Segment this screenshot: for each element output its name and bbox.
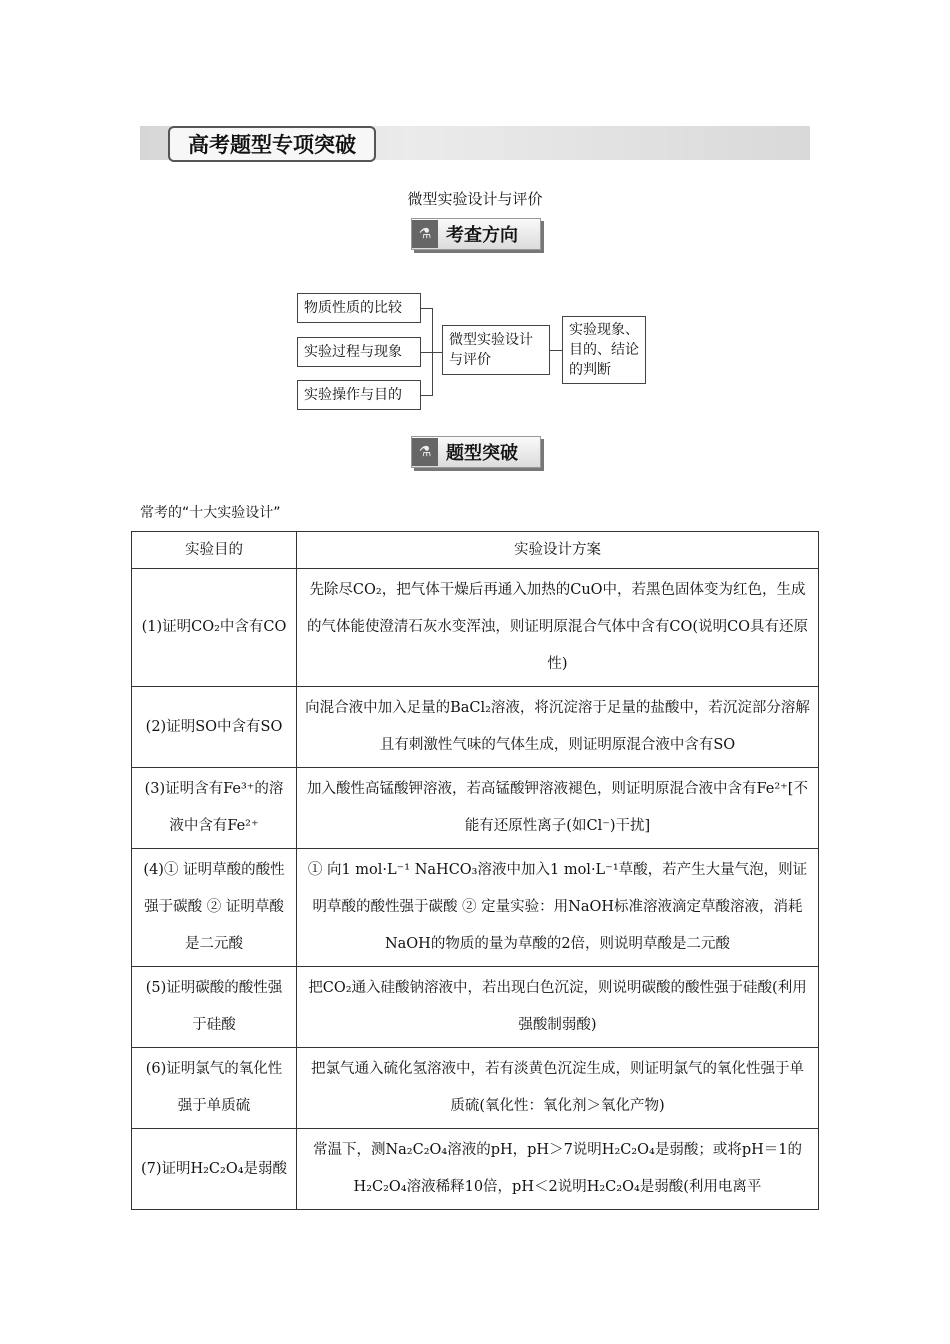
table-row — [132, 768, 819, 849]
connector — [550, 350, 562, 351]
row-plan: 加入酸性高锰酸钾溶液，若高锰酸钾溶液褪色，则证明原混合液中含有Fe²⁺[不能有还原性离子(如Cl⁻)干扰] — [297, 768, 819, 849]
diagram-result: 实验现象、目的、结论的判断 — [562, 316, 646, 384]
flask-icon: ⚗ — [412, 220, 438, 248]
row-goal: (2)证明SO中含有SO — [132, 687, 297, 768]
diagram-item-1: 物质性质的比较 — [297, 293, 421, 323]
row-plan: ① 向1 mol·L⁻¹ NaHCO₃溶液中加入1 mol·L⁻¹草酸，若产生大量气泡，则证明草酸的酸性强于碳酸 ② 定量实验：用NaOH标准溶液滴定草酸溶液，消耗NaOH的物质的量为草酸的2倍，则说明草酸是二元酸 — [297, 849, 819, 967]
tag-breakthrough — [411, 436, 541, 468]
tag-breakthrough-label: 题型突破 — [446, 443, 518, 464]
table-row — [132, 1048, 819, 1129]
row-plan: 先除尽CO₂，把气体干燥后再通入加热的CuO中，若黑色固体变为红色，生成的气体能使澄清石灰水变浑浊，则证明原混合气体中含有CO(说明CO具有还原性) — [297, 569, 819, 687]
flask-icon: ⚗ — [412, 438, 438, 466]
row-goal: (5)证明碳酸的酸性强于硅酸 — [132, 967, 297, 1048]
tag-direction-label: 考查方向 — [446, 225, 518, 246]
row-goal: (4)① 证明草酸的酸性强于碳酸 ② 证明草酸是二元酸 — [132, 849, 297, 967]
row-goal: (1)证明CO₂中含有CO — [132, 569, 297, 687]
experiment-table — [131, 531, 819, 1210]
row-goal: (6)证明氯气的氧化性强于单质硫 — [132, 1048, 297, 1129]
row-goal: (3)证明含有Fe³⁺的溶液中含有Fe²⁺ — [132, 768, 297, 849]
tag-direction — [411, 218, 541, 250]
row-plan: 常温下，测Na₂C₂O₄溶液的pH，pH＞7说明H₂C₂O₄是弱酸；或将pH＝1的H₂C₂O₄溶液稀释10倍，pH＜2说明H₂C₂O₄是弱酸(利用电离平 — [297, 1129, 819, 1210]
table-row — [132, 569, 819, 687]
table-row — [132, 687, 819, 768]
row-plan: 把CO₂通入硅酸钠溶液中，若出现白色沉淀，则说明碳酸的酸性强于硅酸(利用强酸制弱酸) — [297, 967, 819, 1048]
table-header-row — [132, 532, 819, 569]
header-plan: 实验设计方案 — [297, 532, 819, 569]
row-goal: (7)证明H₂C₂O₄是弱酸 — [132, 1129, 297, 1210]
table-row — [132, 967, 819, 1048]
diagram-item-2: 实验过程与现象 — [297, 337, 421, 367]
row-plan: 把氯气通入硫化氢溶液中，若有淡黄色沉淀生成，则证明氯气的氧化性强于单质硫(氧化性：氧化剂＞氧化产物) — [297, 1048, 819, 1129]
header-goal: 实验目的 — [132, 532, 297, 569]
table-row — [132, 1129, 819, 1210]
section-subtitle: 微型实验设计与评价 — [407, 190, 543, 208]
diagram-item-3: 实验操作与目的 — [297, 380, 421, 410]
page-title: 高考题型专项突破 — [168, 126, 376, 162]
table-caption: 常考的“十大实验设计” — [140, 505, 281, 521]
table-row — [132, 849, 819, 967]
connector — [432, 308, 433, 396]
row-plan: 向混合液中加入足量的BaCl₂溶液，将沉淀溶于足量的盐酸中，若沉淀部分溶解且有刺激性气味的气体生成，则证明原混合液中含有SO — [297, 687, 819, 768]
diagram-center: 微型实验设计与评价 — [442, 325, 550, 375]
